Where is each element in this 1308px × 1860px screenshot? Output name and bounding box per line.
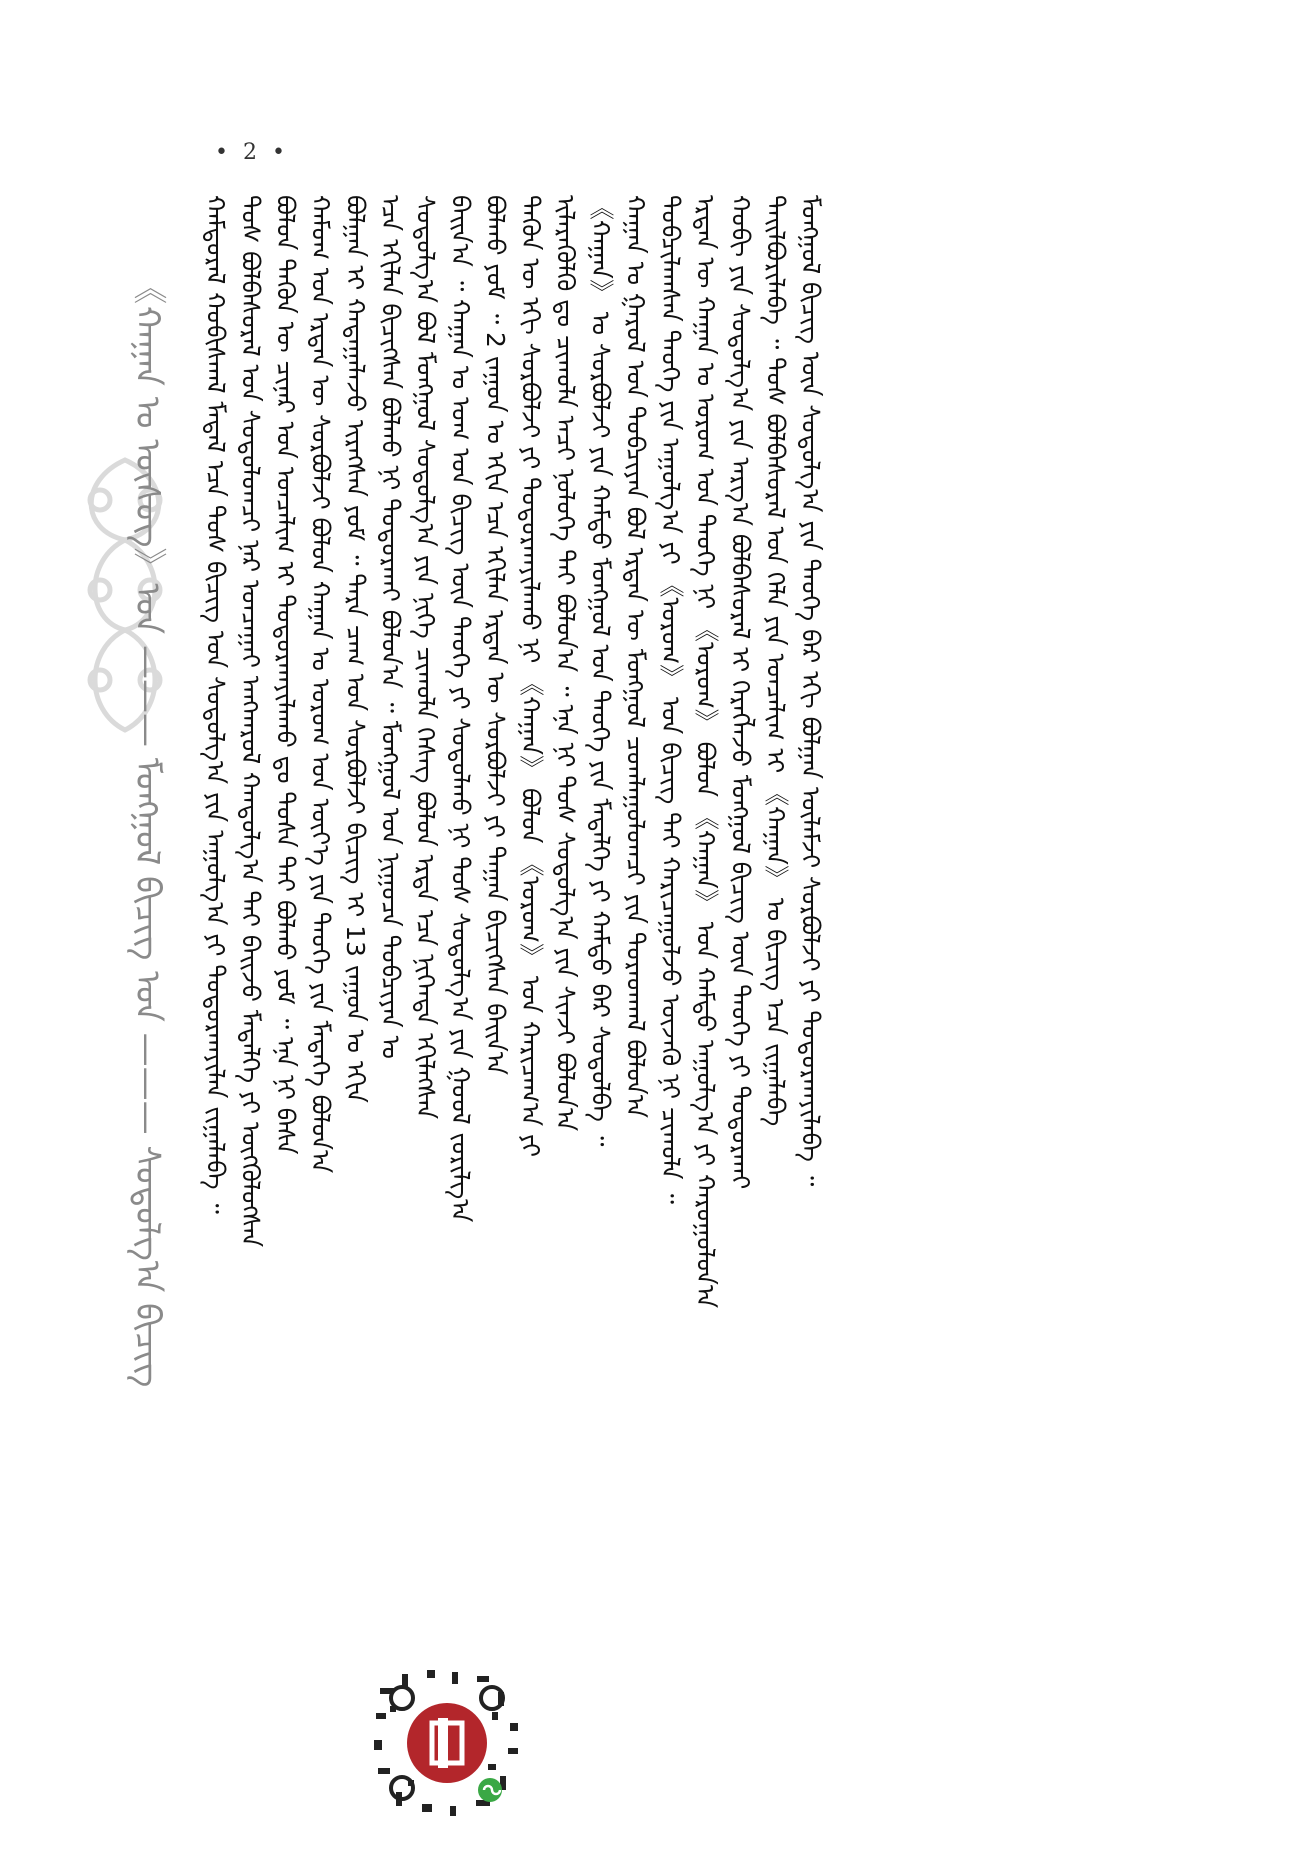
- text-column: ᠮᠣᠩᠭᠣᠯ ᠪᠢᠴᠢᠭ ᠦᠨ ᠰᠤᠳᠤᠯᠭ᠎ᠠ ᠶᠢᠨ ᠲᠡᠦᠬᠡ ᠪᠠᠷ ᠡᠬᠢ ᠪᠣᠯᠭᠠᠨ ᠦᠯᠡᠮᠵᠢ ᠰᠤᠷᠪᠤᠯᠵᠢ ᠶᠢ ᠲᠣᠳᠤᠷᠬᠠᠶᠢᠯᠠᠪᠠ ᠃: [796, 195, 825, 1187]
- text-column: ᠬᠠᠮᠲᠤᠷᠠᠯ ᠬᠤᠪᠢᠰᠬᠠᠯ ᠮᠡᠳᠡᠯ ᠡᠴᠡ ᠲᠣᠰ ᠪᠢᠴᠢᠭ ᠤᠨ ᠰᠤᠳᠤᠯᠭ᠎ᠠ ᠶᠢᠨ ᠠᠭᠤᠯᠭ᠎ᠠ ᠶᠢ ᠲᠣᠳᠤᠷᠬᠠᠶᠢᠯᠠᠨ ᠵᠢᠭᠠᠯᠠᠪᠠ ᠃: [201, 195, 230, 1214]
- running-header-text: 《ᠬᠠᠭᠠᠨ ᠣ ᠦᠰᠦᠭ》ᠤᠨ ——— ᠮᠣᠩᠭᠣᠯ ᠪᠢᠴᠢᠭ ᠤᠨ ——— ᠰᠤᠳᠤᠯᠭ᠎ᠠ ᠪᠢᠴᠢᠭ: [127, 270, 167, 1388]
- text-column: ᠪᠠᠢᠨ᠎ᠠ ᠃ ᠬᠠᠭᠠᠨ ᠤ ᠤᠭ ᠤᠨ ᠪᠢᠴᠢᠭ ᠦᠨ ᠲᠡᠦᠬᠡ ᠶᠢ ᠰᠤᠳᠤᠯᠬᠤ ᠨᠢ ᠲᠤᠰ ᠰᠤᠳᠤᠯᠭ᠎ᠠ ᠶᠢᠨ ᠭᠣᠣᠯ ᠵᠣᠷᠢᠯᠭ᠎ᠠ: [446, 195, 475, 1223]
- text-column: ᠡᠷᠲᠡᠨ ᠦ ᠬᠠᠭᠠᠨ ᠤ ᠤᠷᠤᠭ ᠤᠨ ᠲᠡᠦᠬᠡ ᠨᠢ 《ᠤᠷᠤᠭ》 ᠪᠣᠯᠣᠨ 《ᠬᠠᠭᠠᠨ》 ᠤᠨ ᠬᠠᠮᠲᠤ ᠠᠭᠤᠯᠭ᠎ᠠ ᠶᠢ ᠬᠠᠷᠤᠭᠤᠯᠤᠨ᠎ᠠ: [691, 195, 720, 1309]
- text-column: ᠰᠤᠳᠤᠯᠭ᠎ᠠ ᠪᠣᠯ ᠮᠣᠩᠭᠣᠯ ᠰᠤᠳᠤᠯᠭ᠎ᠠ ᠶᠢᠨ ᠨᠢᠭᠡ ᠴᠢᠬᠤᠯᠠ ᠬᠡᠰᠡᠭ ᠪᠣᠯᠣᠨ ᠡᠷᠲᠡ ᠡᠴᠡ ᠨᠢᠭᠡᠨᠲᠡ ᠡᠬᠢᠯᠡᠭᠰᠡᠨ: [411, 195, 440, 1120]
- qr-code-icon[interactable]: [372, 1668, 522, 1818]
- text-column: ᠡᠴᠡ ᠡᠬᠢᠯᠡᠨ ᠪᠢᠴᠢᠭᠰᠡᠨ ᠪᠣᠯᠬᠤ ᠨᠢ ᠲᠣᠳᠤᠷᠬᠠᠶ ᠪᠣᠯᠤᠨ᠎ᠠ ᠃ ᠮᠣᠩᠭᠣᠯ ᠤᠨ ᠨᠢᠭᠤᠴᠠ ᠲᠣᠪᠴᠢᠶᠠᠨ ᠤ: [376, 195, 405, 1059]
- text-column: ᠪᠣᠯᠬᠤ ᠶᠤᠮ ᠃ 2 ᠵᠠᠭᠤᠨ ᠤ ᠡᠬᠢᠨ ᠡᠴᠡ ᠡᠬᠢᠯᠡᠨ ᠡᠷᠲᠡᠨ ᠦ ᠰᠤᠷᠪᠤᠯᠵᠢ ᠶᠢ ᠳᠠᠭᠠᠨ ᠪᠢᠴᠢᠭᠰᠡᠨ ᠪᠠᠢᠨ᠎ᠠ: [481, 195, 510, 1076]
- text-column: ᠲᠡᠭᠦᠨ ᠦ ᠡᠬᠢ ᠰᠤᠷᠪᠤᠯᠵᠢ ᠶᠢ ᠲᠣᠳᠤᠷᠬᠠᠶᠢᠯᠠᠬᠤ ᠨᠢ 《ᠬᠠᠭᠠᠨ》 ᠪᠣᠯᠣᠨ 《ᠤᠷᠤᠭ》 ᠤᠨ ᠬᠠᠷᠢᠴᠠᠭ᠎ᠠ ᠶᠢ: [516, 195, 545, 1158]
- text-column: ᠬᠠᠮᠤᠭ ᠤᠨ ᠡᠷᠲᠡᠨ ᠦ ᠰᠤᠷᠪᠤᠯᠵᠢ ᠪᠣᠯᠣᠨ ᠬᠠᠭᠠᠨ ᠤ ᠤᠷᠤᠭ ᠤᠨ ᠦᠶ᠎ᠡ ᠶᠢᠨ ᠲᠡᠦᠬᠡ ᠶᠢᠨ ᠮᠡᠳᠡᠭᠡ ᠪᠣᠯᠤᠨ᠎ᠠ: [306, 195, 335, 1174]
- body-text: [198, 195, 1098, 1820]
- text-column: ᠪᠣᠯᠭᠠᠨ ᠢ ᠬᠠᠳᠠᠭᠠᠯᠠᠵᠤ ᠢᠷᠡᠭᠰᠡᠨ ᠶᠤᠮ ᠃ ᠲᠡᠷᠡ ᠴᠠᠭ ᠤᠨ ᠰᠤᠷᠪᠤᠯᠵᠢ ᠪᠢᠴᠢᠭ ᠢ 13 ᠵᠠᠭᠤᠨ ᠤ ᠡᠬᠢᠨ: [341, 195, 370, 1103]
- page-number: • 2 •: [215, 140, 289, 165]
- running-header: [112, 270, 182, 1388]
- text-column: ᠪᠣᠯᠣᠨ ᠲᠡᠭᠦᠨ ᠦ ᠴᠢᠨᠠᠷ ᠤᠨ ᠣᠨᠴᠠᠯᠢᠭ ᠢ ᠲᠣᠳᠤᠷᠬᠠᠶᠢᠯᠠᠬᠤ ᠳᠤ ᠲᠤᠰᠠ ᠲᠠᠢ ᠪᠣᠯᠬᠤ ᠶᠤᠮ ᠃ ᠡᠨᠡ ᠨᠢ ᠪᠠᠰᠠ: [271, 195, 300, 1155]
- text-column: ᠲᠣᠪᠴᠢᠯᠠᠭᠰᠠᠨ ᠲᠡᠦᠬᠡ ᠶᠢᠨ ᠠᠭᠤᠯᠭ᠎ᠠ ᠶᠢ 《ᠤᠷᠤᠭ》 ᠤᠨ ᠪᠢᠴᠢᠭ ᠲᠠᠢ ᠬᠠᠷᠢᠴᠠᠭᠤᠯᠵᠤ ᠦᠵᠡᠬᠦ ᠨᠢ ᠴᠢᠬᠤᠯᠠ ᠃: [656, 195, 685, 1204]
- text-column: ᠲᠠᠢᠯᠪᠤᠷᠢᠯᠠᠪᠠ ᠃ ᠲᠤᠰ ᠪᠣᠯᠪᠠᠰᠤᠷᠠᠯ ᠤᠨ ᠬᠡᠯᠡ ᠶᠢᠨ ᠣᠨᠴᠠᠯᠢᠭ ᠢ 《ᠬᠠᠭᠠᠨ》 ᠤ ᠪᠢᠴᠢᠭ ᠡᠴᠡ ᠵᠢᠭᠠᠯᠠᠪᠠ: [761, 195, 790, 1127]
- text-column: ᠲᠤᠰ ᠪᠣᠯᠪᠠᠰᠤᠷᠠᠯ ᠤᠨ ᠰᠤᠳᠤᠯᠤᠭᠴᠢ ᠨᠠᠷ ᠣᠨᠴᠠᠭᠠᠢ ᠠᠩᠬᠠᠷᠤᠯ ᠬᠠᠨᠳᠤᠯᠭ᠎ᠠ ᠲᠠᠢ ᠪᠠᠢᠵᠤ ᠮᠡᠳᠡᠯᠭᠡ ᠶᠢ ᠦᠭᠭᠦᠯᠦᠭᠰᠡᠨ: [236, 195, 265, 1248]
- text-column: 《ᠬᠠᠭᠠᠨ》 ᠤ ᠰᠤᠷᠪᠤᠯᠵᠢ ᠶᠢᠨ ᠬᠠᠮᠲᠤ ᠮᠣᠩᠭᠣᠯ ᠤᠨ ᠲᠡᠦᠬᠡ ᠶᠢᠨ ᠮᠡᠳᠡᠯᠭᠡ ᠶᠢ ᠬᠠᠮᠲᠤ ᠪᠠᠷ ᠰᠤᠳᠤᠯᠪᠠ ᠃: [586, 195, 615, 1147]
- text-column: ᠬᠠᠭᠠᠨ ᠤ ᠭᠠᠷᠤᠯ ᠤᠨ ᠲᠣᠪᠴᠢᠶᠠᠨ ᠪᠣᠯ ᠡᠷᠲᠡᠨ ᠦ ᠮᠣᠩᠭᠣᠯ ᠴᠤᠭᠯᠠᠭᠤᠯᠤᠭᠴᠢ ᠶᠢᠨ ᠳᠤᠷᠠᠳᠬᠠᠯ ᠪᠣᠯᠤᠨ᠎ᠠ: [621, 195, 650, 1118]
- text-column: ᠬᠤᠪᠢ ᠶᠢᠨ ᠰᠤᠳᠤᠯᠭ᠎ᠠ ᠶᠢᠨ ᠠᠷᠭ᠎ᠠ ᠪᠣᠯᠪᠠᠰᠤᠷᠠᠯ ᠢ ᠬᠡᠷᠡᠭᠯᠡᠵᠦ ᠮᠣᠩᠭᠣᠯ ᠪᠢᠴᠢᠭ ᠦᠨ ᠲᠡᠦᠬᠡ ᠶᠢ ᠲᠣᠳᠤᠷᠬᠠᠶ: [726, 195, 755, 1190]
- text-column: ᠢᠯᠡᠷᠡᠭᠦᠯᠬᠦ ᠳᠤ ᠴᠢᠬᠤᠯᠠ ᠠᠴᠢ ᠨᠣᠯᠣᠭᠡ ᠲᠠᠢ ᠪᠣᠯᠣᠨ᠎ᠠ ᠃ ᠡᠨᠡ ᠨᠢ ᠲᠤᠰ ᠰᠤᠳᠤᠯᠭ᠎ᠠ ᠶᠢᠨ ᠰᠢᠨᠵᠢ ᠪᠣᠯᠤᠨ᠎ᠠ: [551, 195, 580, 1132]
